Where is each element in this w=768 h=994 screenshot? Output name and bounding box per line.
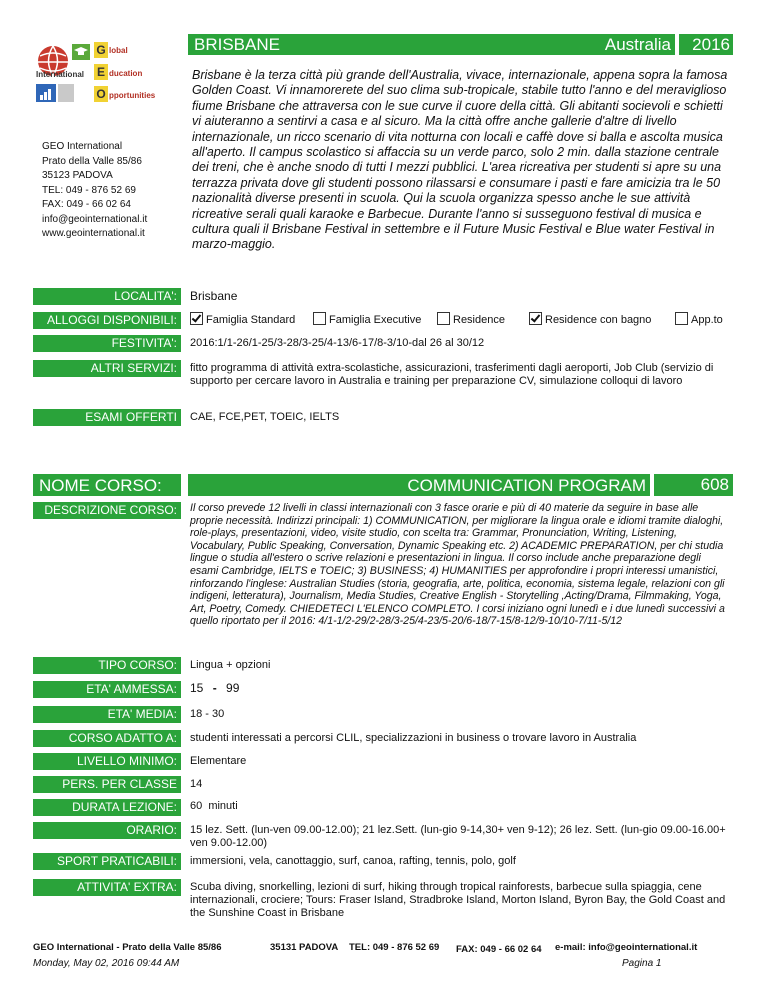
durata-number: 60 <box>190 800 203 812</box>
alloggio-option[interactable] <box>437 312 505 326</box>
livello-value: Elementare <box>190 755 247 767</box>
sport-value: immersioni, vela, canottaggio, surf, canoa, rafting, tennis, polo, golf <box>190 855 516 867</box>
contact-tel: TEL: 049 - 876 52 69 <box>42 184 136 196</box>
footer-tel: TEL: 049 - 876 52 69 <box>349 942 440 953</box>
logo-international: International <box>36 70 85 79</box>
contact-address1: Prato della Valle 85/86 <box>42 155 142 167</box>
contact-address2: 35123 PADOVA <box>42 170 113 181</box>
footer-page: Pagina 1 <box>622 958 662 969</box>
course-code: 608 <box>700 475 729 494</box>
logo-letter-g: G <box>94 42 108 58</box>
adatto-value: studenti interessati a percorsi CLIL, specializzazioni in business o trovare lavoro in Australia <box>190 732 637 744</box>
localita-value: Brisbane <box>190 289 238 303</box>
esami-label: ESAMI OFFERTI <box>33 409 181 426</box>
esami-value: CAE, FCE,PET, TOEIC, IELTS <box>190 411 340 423</box>
alloggio-label: Famiglia Executive <box>329 314 422 326</box>
alloggio-label: Residence con bagno <box>545 314 652 326</box>
media-value: 18 - 30 <box>190 708 225 720</box>
alloggi-label: ALLOGGI DISPONIBILI: <box>33 312 181 329</box>
desc-value: Il corso prevede 12 livelli in classi internazionali con 3 fasce orarie e più di 40 materie da seguire in base alle proprie necessità. Indirizzi principali: 1) COMMUNICATION, per migliorare la lingua orale e idiomi tramite dialoghi, role-plays, presentazioni, video, visite studio, con scelta tra: Grammar, Pronunciation, Writing, Listening, Vocabulary, Public Speaking, Conversation, Dynamic Speaking etc. 2) ACADEMIC PREPARATION, per chi studia lingue o studia all'estero o scrive relazioni e presentazioni in lingua. Il corso include anche preparazione degli esami Cambridge, IELTS e TOEIC; 3) BUSINESS; 4) HUMANITIES per approfondire i propri interessi umanistici, rinforzando l'inglese: Australian Studies (storia, geografia, arte, politica, economia, sistema legale, relazioni con gli indigeni, letteratura), Journalism, Media Studies, Creative English - Storytelling ,Acting/Drama, Filmmaking, Yoga, Art, Poetry, Comedy. CHIEDETECI L'ELENCO COMPLETO. I corsi iniziano ogni lunedì e i due lunedì successivi a quello riportato per il 2016: 4/1-1/2-29/2-28/3-25/4-23/5-20/6-18/7-15/8-12/9-10/10-7/11-5/12 <box>190 502 725 628</box>
alloggio-option[interactable] <box>675 312 723 326</box>
intro-text: Brisbane è la terza città più grande dell'Australia, vivace, internazionale, appena sopra la famosa Golden Coast. Vi innamorerete del suo clima sub-tropicale, stabile tutto l'anno e del meraviglioso fiume Brisbane che attraversa con le sue curve il cuore della città. Gli abitanti socievoli e schietti vi aiuteranno a sentirvi a casa e al sicuro. Ma la città offre anche gallerie d'altre di livello internazionale, un ricco scenario di vita notturna con locali e caffè dove si balla e ascolta musica all'aperto. Il campus scolastico si affaccia su un verde parco, solo 2 min. dalla stazione centrale dei treni, che è anche snodo di tutti I mezzi pubblici. L'area ricreativa per studenti si apre su una terrazza privata dove gli studenti possono rilassarsi e consumare i pasti e fare amicizia tra le 50 nazionalità diverse presenti in scuola. Qui la scuola organizza spesso anche le sue attività ricreative serali quali karaoke e Barbecue. Durante l'anno si susseguono festival di musica e cultura quali il Brisbane Festival in settembre e il Future Music Festival e Blue water Festival in marzo-maggio. <box>192 68 728 252</box>
servizi-label: ALTRI SERVIZI: <box>33 360 181 377</box>
alloggio-label: App.to <box>691 314 723 326</box>
contact-email[interactable]: info@geointernational.it <box>42 213 148 225</box>
festivita-label: FESTIVITA': <box>33 335 181 352</box>
header-country: Australia <box>604 35 671 54</box>
localita-label: LOCALITA': <box>33 288 181 305</box>
checkbox-unchecked-icon[interactable] <box>675 312 688 325</box>
graduation-cap-icon <box>73 46 89 58</box>
pers-value: 14 <box>190 778 203 790</box>
tipo-value: Lingua + opzioni <box>190 659 271 671</box>
eta-min: 15 <box>190 681 204 695</box>
header-year-box <box>679 34 733 55</box>
logo-letter-e: E <box>94 64 108 80</box>
course-code-box <box>654 474 733 496</box>
checkbox-checked-icon[interactable] <box>529 312 542 325</box>
extra-value: Scuba diving, snorkelling, lezioni di surf, hiking through tropical rainforests, barbecue sulla spiaggia, cene internazionali, crociere; Tours: Fraser Island, Stradbroke Island, Morton Island, Byron Bay, the Gold Coast and the Sunshine Coast in Brisbane <box>190 881 726 919</box>
checkbox-checked-icon[interactable] <box>190 312 203 325</box>
footer-email[interactable]: e-mail: info@geointernational.it <box>555 942 698 953</box>
eta-sep: - <box>212 681 217 695</box>
alloggio-label: Residence <box>453 314 505 326</box>
footer-date: Monday, May 02, 2016 09:44 AM <box>33 958 180 969</box>
header-year: 2016 <box>692 35 730 54</box>
logo-ducation: ducation <box>109 69 143 78</box>
checkbox-unchecked-icon[interactable] <box>437 312 450 325</box>
servizi-value: fitto programma di attività extra-scolastiche, assicurazioni, trasferimenti dagli aeroporti, Job Club (servizio di supporto per cercare lavoro in Australia e training per preparazione CV, simulazione colloqui di lavoro <box>190 362 714 387</box>
eta-value <box>190 682 239 695</box>
sidebar-contact <box>42 140 182 242</box>
alloggio-option[interactable] <box>529 312 651 326</box>
extra-label: ATTIVITA' EXTRA: <box>33 879 181 896</box>
pers-label: PERS. PER CLASSE <box>33 776 181 793</box>
bar-chart-icon <box>39 88 53 100</box>
contact-web[interactable]: www.geointernational.it <box>42 228 145 239</box>
alloggio-option[interactable] <box>313 312 421 326</box>
eta-label: ETA' AMMESSA: <box>33 681 181 698</box>
header-city: BRISBANE <box>194 35 280 54</box>
alloggio-label: Famiglia Standard <box>206 314 296 326</box>
course-name: COMMUNICATION PROGRAM <box>407 476 646 495</box>
course-name-label: NOME CORSO: <box>39 476 162 495</box>
tipo-label: TIPO CORSO: <box>33 657 181 674</box>
media-label: ETA' MEDIA: <box>33 706 181 723</box>
durata-value <box>190 800 238 813</box>
geo-logo <box>36 40 182 110</box>
sport-label: SPORT PRATICABILI: <box>33 853 181 870</box>
alloggio-option[interactable] <box>190 312 295 326</box>
contact-fax: FAX: 049 - 66 02 64 <box>42 199 131 210</box>
orario-value: 15 lez. Sett. (lun-ven 09.00-12.00); 21 lez.Sett. (lun-gio 9-14,30+ ven 9-12); 26 lez. Sett. (lun-gio 09.00-16.00+ ven 9.00-12.00) <box>190 824 726 849</box>
desc-label: DESCRIZIONE CORSO: <box>33 502 181 519</box>
durata-label: DURATA LEZIONE: <box>33 799 181 816</box>
adatto-label: CORSO ADATTO A: <box>33 730 181 747</box>
durata-unit: minuti <box>208 800 238 812</box>
footer-city: 35131 PADOVA <box>270 942 339 953</box>
logo-pportunities: pportunities <box>109 91 156 100</box>
course-name-box <box>188 474 650 496</box>
orario-label: ORARIO: <box>33 822 181 839</box>
logo-letter-o: O <box>94 86 108 102</box>
logo-lobal: lobal <box>109 46 128 55</box>
festivita-value: 2016:1/1-26/1-25/3-28/3-25/4-13/6-17/8-3/10-dal 26 al 30/12 <box>190 337 485 349</box>
livello-label: LIVELLO MINIMO: <box>33 753 181 770</box>
logo-gray-square <box>58 84 74 102</box>
header-bar <box>188 34 675 55</box>
checkbox-unchecked-icon[interactable] <box>313 312 326 325</box>
contact-name: GEO International <box>42 141 123 152</box>
eta-max: 99 <box>226 681 240 695</box>
course-name-label-box <box>33 474 181 496</box>
footer-fax: FAX: 049 - 66 02 64 <box>456 944 542 955</box>
footer-org: GEO International - Prato della Valle 85/86 <box>33 942 222 953</box>
